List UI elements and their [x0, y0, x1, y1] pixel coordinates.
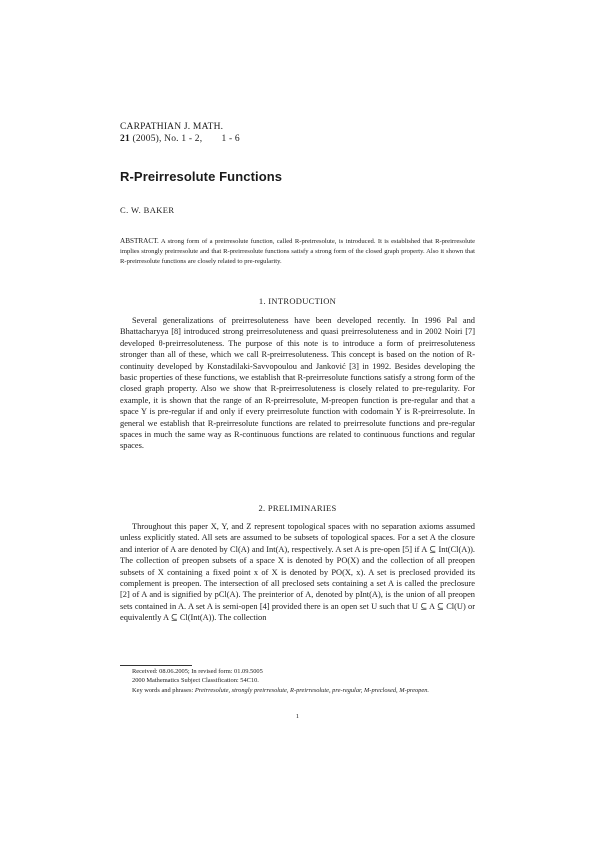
- journal-pages: 1 - 6: [221, 134, 240, 144]
- footnote-rule: [120, 665, 192, 666]
- journal-citation: [120, 133, 240, 145]
- page-number: 1: [295, 713, 300, 720]
- journal-name: CARPATHIAN J. MATH.: [120, 122, 224, 132]
- paper-title: R-Preirresolute Functions: [120, 169, 283, 184]
- journal-year-issue: (2005), No. 1 - 2,: [132, 134, 203, 144]
- section-heading-preliminaries: 2. PRELIMINARIES: [258, 503, 337, 513]
- footnote-keywords: [120, 686, 475, 695]
- journal-volume: 21: [120, 134, 130, 144]
- journal-header: [120, 121, 240, 145]
- footnote-keywords-list: Preirresolute, strongly preirresolute, R-preirresolute, pre-regular, M-preclosed, M-preopen.: [194, 686, 429, 694]
- footnotes: [120, 667, 475, 695]
- abstract: [120, 236, 475, 267]
- footnote-msc: 2000 Mathematics Subject Classification: 54C10.: [132, 677, 259, 685]
- abstract-label: ABSTRACT.: [120, 237, 159, 245]
- section-body-introduction: Several generalizations of preirresoluteness have been developed recently. In 1996 Pal and Bhattacharyya [8] introduced strong preirresoluteness and quasi preirresoluteness and in 2002 Noiri [7] developed θ-preirresoluteness. The purpose of this note is to introduce a form of preirresoluteness stronger than all of these, which we call R-preirresoluteness. This concept is based on the notion of R-continuity developed by Konstadilaki-Savvopoulou and Janković [3] in 1992. Besides developing the basic properties of these functions, we establish that R-preirresolute functions satisfy a strong form of the closed graph property. Also we show that R-preirresoluteness is closely related to pre-regularity. For example, it is shown that the range of an R-preirresolute, M-preopen function is pre-regular and that a space Y is pre-regular if and only if every preirresolute function with codomain Y is R-preirresolute. In general we establish that R-preirresolute functions are related to preirresolute functions and pre-regular spaces in much the same way as R-continuous functions are related to continuous functions and regular spaces.: [120, 316, 475, 451]
- section-body-preliminaries: Throughout this paper X, Y, and Z represent topological spaces with no separation axioms assumed unless explicitly stated. All sets are assumed to be subsets of topological spaces. For a set A the closure and interior of A are denoted by Cl(A) and Int(A), respectively. A set A is pre-open [5] if A ⊆ Int(Cl(A)). The collection of preopen subsets of a space X is denoted by PO(X) and the collection of all preopen subsets of X containing a fixed point x of X is denoted by PO(X, x). A set is preclosed provided its complement is preopen. The intersection of all preclosed sets containing a set A is called the preclosure [2] of A and is signified by pCl(A). The preinterior of A, denoted by pInt(A), is the union of all preopen sets contained in A. A set A is semi-open [4] provided there is an open set U such that U ⊆ A ⊆ Cl(U) or equivalently A ⊆ Cl(Int(A)). The collection: [120, 522, 475, 623]
- section-heading-introduction: 1. INTRODUCTION: [258, 296, 337, 306]
- footnote-keywords-label: Key words and phrases:: [132, 686, 194, 694]
- paper-author: C. W. BAKER: [120, 205, 175, 215]
- footnote-received: Received: 08.06.2005; In revised form: 01.09.5005: [132, 668, 263, 675]
- abstract-text: A strong form of a preirresolute function, called R-preirresolute, is introduced. It is established that R-preirresolute implies strongly preirresolute and that R-preirresolute functions satisfy a strong form of the closed graph property. Also it shown that R-preirresolute functions are closely related to pre-regularity.: [120, 238, 475, 265]
